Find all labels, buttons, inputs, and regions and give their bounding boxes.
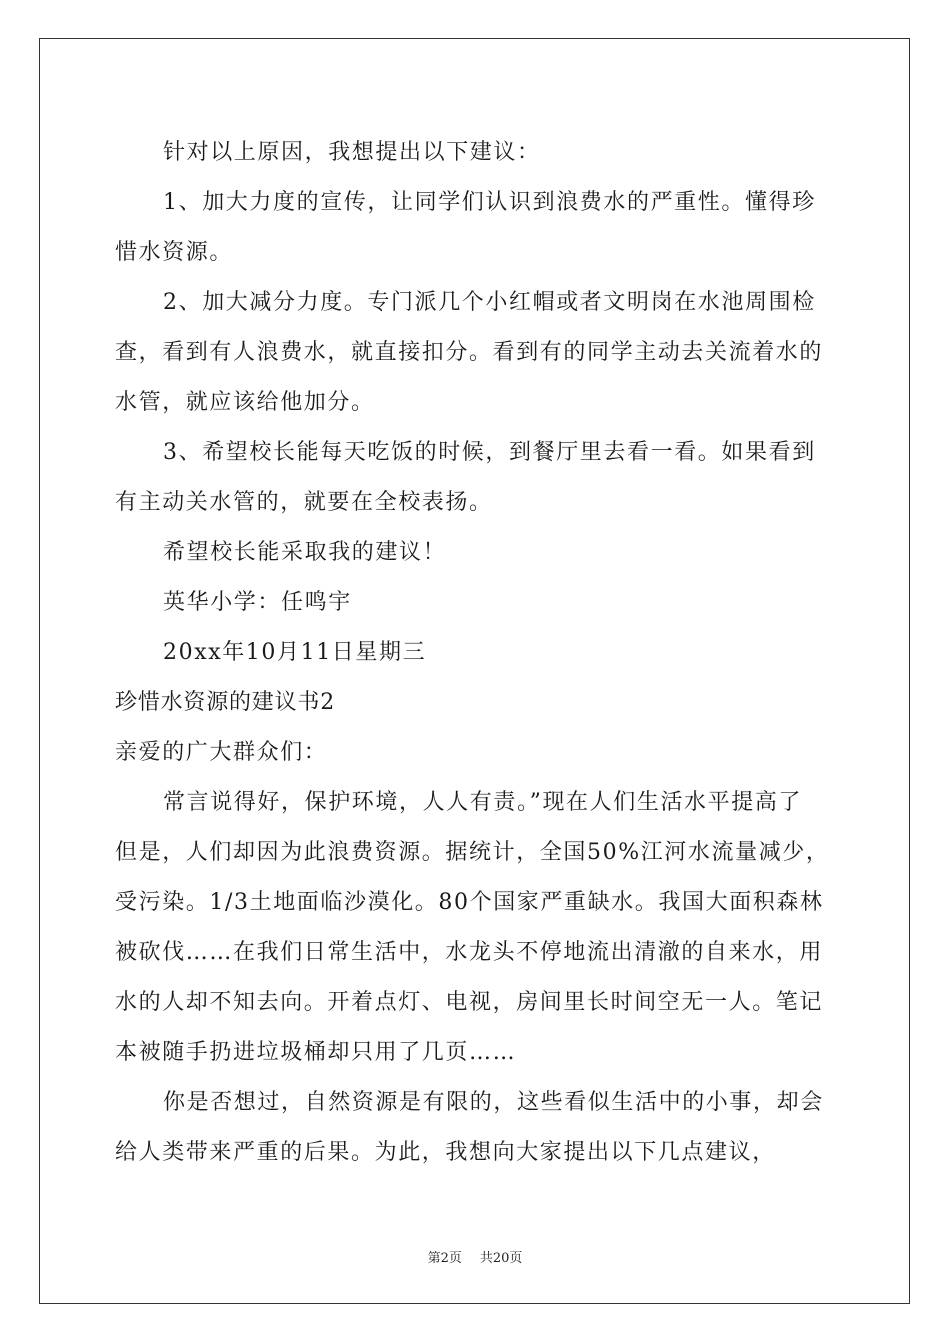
paragraph-line: 给人类带来严重的后果。为此，我想向大家提出以下几点建议，	[115, 1140, 776, 1165]
paragraph-line: 3、希望校长能每天吃饭的时候，到餐厅里去看一看。如果看到	[163, 440, 816, 465]
document-body	[115, 128, 835, 1178]
paragraph-line: 2、加大减分力度。专门派几个小红帽或者文明岗在水池周围检	[163, 290, 816, 315]
paragraph-line: 你是否想过，自然资源是有限的，这些看似生活中的小事，却会	[163, 1090, 824, 1115]
paragraph-line: 被砍伐……在我们日常生活中，水龙头不停地流出清澈的自来水，用	[115, 940, 824, 965]
signature-line: 英华小学：任鸣宇	[163, 590, 352, 615]
paragraph-line: 但是，人们却因为此浪费资源。据统计，全国50%江河水流量减少，	[115, 840, 830, 865]
paragraph-line: 常言说得好，保护环境，人人有责。”现在人们生活水平提高了	[163, 790, 803, 815]
page-number: 第2页	[427, 1251, 462, 1266]
page-footer	[0, 1247, 950, 1266]
date-line: 20xx年10月11日星期三	[163, 640, 427, 665]
paragraph-line: 水的人却不知去向。开着点灯、电视，房间里长时间空无一人。笔记	[115, 990, 824, 1015]
paragraph-line: 针对以上原因，我想提出以下建议：	[163, 140, 541, 165]
paragraph-line: 1、加大力度的宣传，让同学们认识到浪费水的严重性。懂得珍	[163, 190, 816, 215]
salutation-line: 亲爱的广大群众们：	[115, 740, 328, 765]
paragraph-line: 查，看到有人浪费水，就直接扣分。看到有的同学主动去关流着水的	[115, 340, 824, 365]
paragraph-line: 水管，就应该给他加分。	[115, 390, 375, 415]
paragraph-line: 受污染。1/3土地面临沙漠化。80个国家严重缺水。我国大面积森林	[115, 890, 824, 915]
paragraph-line: 惜水资源。	[115, 240, 234, 265]
page-total: 共20页	[479, 1251, 523, 1266]
paragraph-line: 有主动关水管的，就要在全校表扬。	[115, 490, 493, 515]
section-title: 珍惜水资源的建议书2	[115, 690, 335, 715]
paragraph-line: 本被随手扔进垃圾桶却只用了几页……	[115, 1040, 517, 1065]
closing-line: 希望校长能采取我的建议！	[163, 540, 447, 565]
